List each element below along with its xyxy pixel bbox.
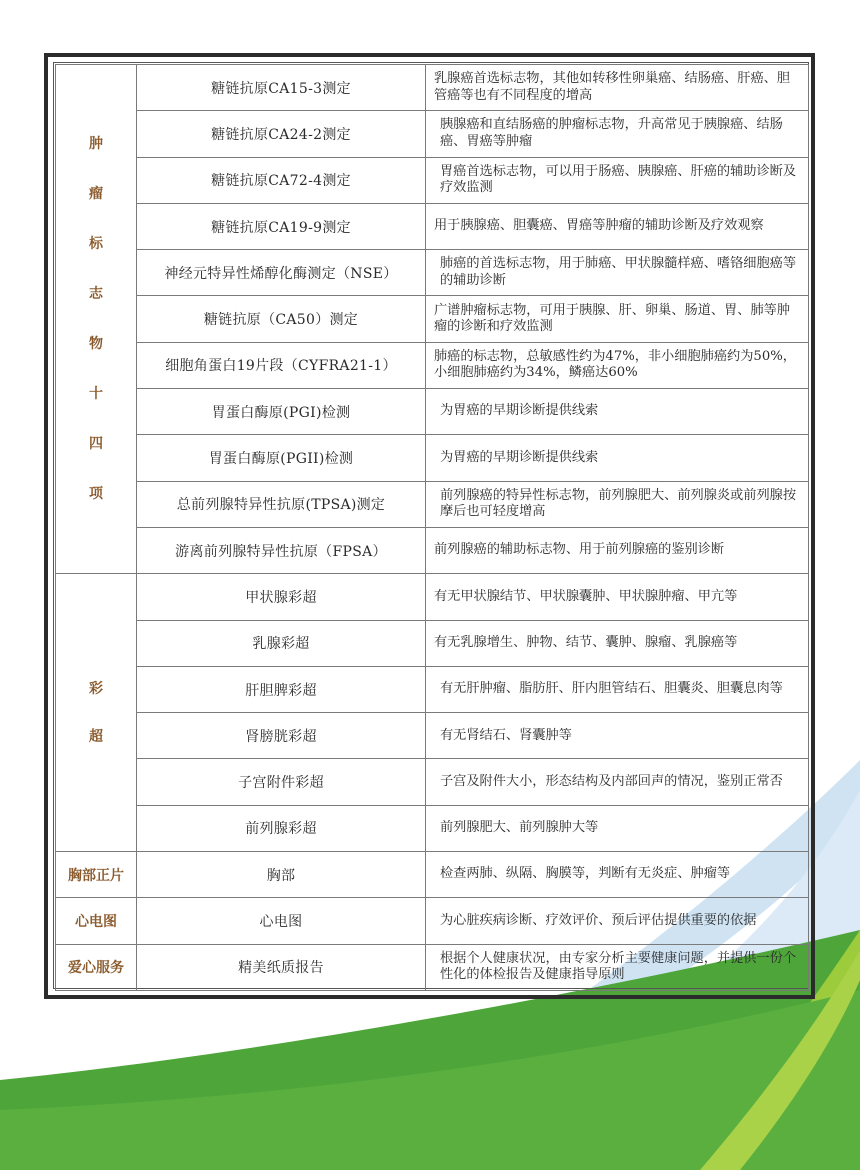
item-description: 有无肝肿瘤、脂肪肝、肝内胆管结石、胆囊炎、胆囊息肉等 bbox=[426, 666, 809, 712]
category-char: 瘤 bbox=[89, 186, 103, 203]
item-description: 肺癌的首选标志物，用于肺癌、甲状腺髓样癌、嗜铬细胞癌等的辅助诊断 bbox=[426, 250, 809, 296]
item-description: 前列腺癌的辅助标志物、用于前列腺癌的鉴别诊断 bbox=[426, 527, 809, 573]
item-name: 胃蛋白酶原(PGII)检测 bbox=[137, 435, 426, 481]
category-ecg: 心电图 bbox=[56, 898, 137, 944]
item-description: 前列腺肥大、前列腺肿大等 bbox=[426, 805, 809, 851]
item-name: 总前列腺特异性抗原(TPSA)测定 bbox=[137, 481, 426, 527]
category-char: 物 bbox=[89, 336, 103, 353]
table-row bbox=[56, 342, 809, 388]
table-row bbox=[56, 759, 809, 805]
item-name: 细胞角蛋白19片段（CYFRA21-1） bbox=[137, 342, 426, 388]
item-description: 前列腺癌的特异性标志物，前列腺肥大、前列腺炎或前列腺按摩后也可轻度增高 bbox=[426, 481, 809, 527]
item-name: 神经元特异性烯醇化酶测定（NSE） bbox=[137, 250, 426, 296]
table-row bbox=[56, 157, 809, 203]
checkup-items-table bbox=[55, 64, 809, 991]
table-row bbox=[56, 389, 809, 435]
table-row bbox=[56, 296, 809, 342]
item-name: 糖链抗原CA24-2测定 bbox=[137, 111, 426, 157]
table-row bbox=[56, 203, 809, 249]
table-row bbox=[56, 805, 809, 851]
item-description: 为胃癌的早期诊断提供线索 bbox=[426, 389, 809, 435]
item-name: 肾膀胱彩超 bbox=[137, 713, 426, 759]
table-row bbox=[56, 481, 809, 527]
item-description: 为心脏疾病诊断、疗效评价、预后评估提供重要的依据 bbox=[426, 898, 809, 944]
item-name: 糖链抗原CA72-4测定 bbox=[137, 157, 426, 203]
item-description: 有无乳腺增生、肿物、结节、囊肿、腺瘤、乳腺癌等 bbox=[426, 620, 809, 666]
category-care-service: 爱心服务 bbox=[56, 944, 137, 990]
item-description: 乳腺癌首选标志物，其他如转移性卵巢癌、结肠癌、肝癌、胆管癌等也有不同程度的增高 bbox=[426, 65, 809, 111]
table-row bbox=[56, 666, 809, 712]
category-char: 标 bbox=[89, 236, 103, 253]
item-name: 游离前列腺特异性抗原（FPSA） bbox=[137, 527, 426, 573]
category-char: 超 bbox=[89, 728, 103, 745]
table-row bbox=[56, 527, 809, 573]
table-row bbox=[56, 250, 809, 296]
item-name: 肝胆脾彩超 bbox=[137, 666, 426, 712]
item-description: 胰腺癌和直结肠癌的肿瘤标志物，升高常见于胰腺癌、结肠癌、胃癌等肿瘤 bbox=[426, 111, 809, 157]
item-name: 胃蛋白酶原(PGI)检测 bbox=[137, 389, 426, 435]
category-color-ultrasound bbox=[56, 574, 137, 852]
item-name: 精美纸质报告 bbox=[137, 944, 426, 990]
item-description: 用于胰腺癌、胆囊癌、胃癌等肿瘤的辅助诊断及疗效观察 bbox=[426, 203, 809, 249]
item-description: 根据个人健康状况，由专家分析主要健康问题，并提供一份个性化的体检报告及健康指导原则 bbox=[426, 944, 809, 990]
item-name: 子宫附件彩超 bbox=[137, 759, 426, 805]
item-name: 糖链抗原（CA50）测定 bbox=[137, 296, 426, 342]
table-row bbox=[56, 944, 809, 990]
item-description: 胃癌首选标志物，可以用于肠癌、胰腺癌、肝癌的辅助诊断及疗效监测 bbox=[426, 157, 809, 203]
category-char: 四 bbox=[89, 436, 103, 453]
item-name: 乳腺彩超 bbox=[137, 620, 426, 666]
category-char: 肿 bbox=[89, 136, 103, 153]
item-description: 肺癌的标志物，总敏感性约为47%，非小细胞肺癌约为50%，小细胞肺癌约为34%，鳞癌达60% bbox=[426, 342, 809, 388]
category-char: 彩 bbox=[89, 680, 103, 697]
item-description: 有无甲状腺结节、甲状腺囊肿、甲状腺肿瘤、甲亢等 bbox=[426, 574, 809, 620]
table-row bbox=[56, 713, 809, 759]
table-row bbox=[56, 852, 809, 898]
category-chest-xray: 胸部正片 bbox=[56, 852, 137, 898]
item-name: 胸部 bbox=[137, 852, 426, 898]
table-row bbox=[56, 574, 809, 620]
item-description: 检查两肺、纵隔、胸膜等，判断有无炎症、肿瘤等 bbox=[426, 852, 809, 898]
item-name: 糖链抗原CA15-3测定 bbox=[137, 65, 426, 111]
item-description: 有无肾结石、肾囊肿等 bbox=[426, 713, 809, 759]
category-char: 项 bbox=[89, 486, 103, 503]
item-description: 为胃癌的早期诊断提供线索 bbox=[426, 435, 809, 481]
item-name: 前列腺彩超 bbox=[137, 805, 426, 851]
item-name: 糖链抗原CA19-9测定 bbox=[137, 203, 426, 249]
table-row bbox=[56, 111, 809, 157]
category-char: 志 bbox=[89, 286, 103, 303]
table-row bbox=[56, 620, 809, 666]
item-description: 子宫及附件大小，形态结构及内部回声的情况，鉴别正常否 bbox=[426, 759, 809, 805]
table-row bbox=[56, 435, 809, 481]
table-row bbox=[56, 65, 809, 111]
table-row bbox=[56, 898, 809, 944]
item-name: 心电图 bbox=[137, 898, 426, 944]
item-name: 甲状腺彩超 bbox=[137, 574, 426, 620]
category-tumor-markers bbox=[56, 65, 137, 574]
category-char: 十 bbox=[89, 386, 103, 403]
item-description: 广谱肿瘤标志物，可用于胰腺、肝、卵巢、肠道、胃、肺等肿瘤的诊断和疗效监测 bbox=[426, 296, 809, 342]
